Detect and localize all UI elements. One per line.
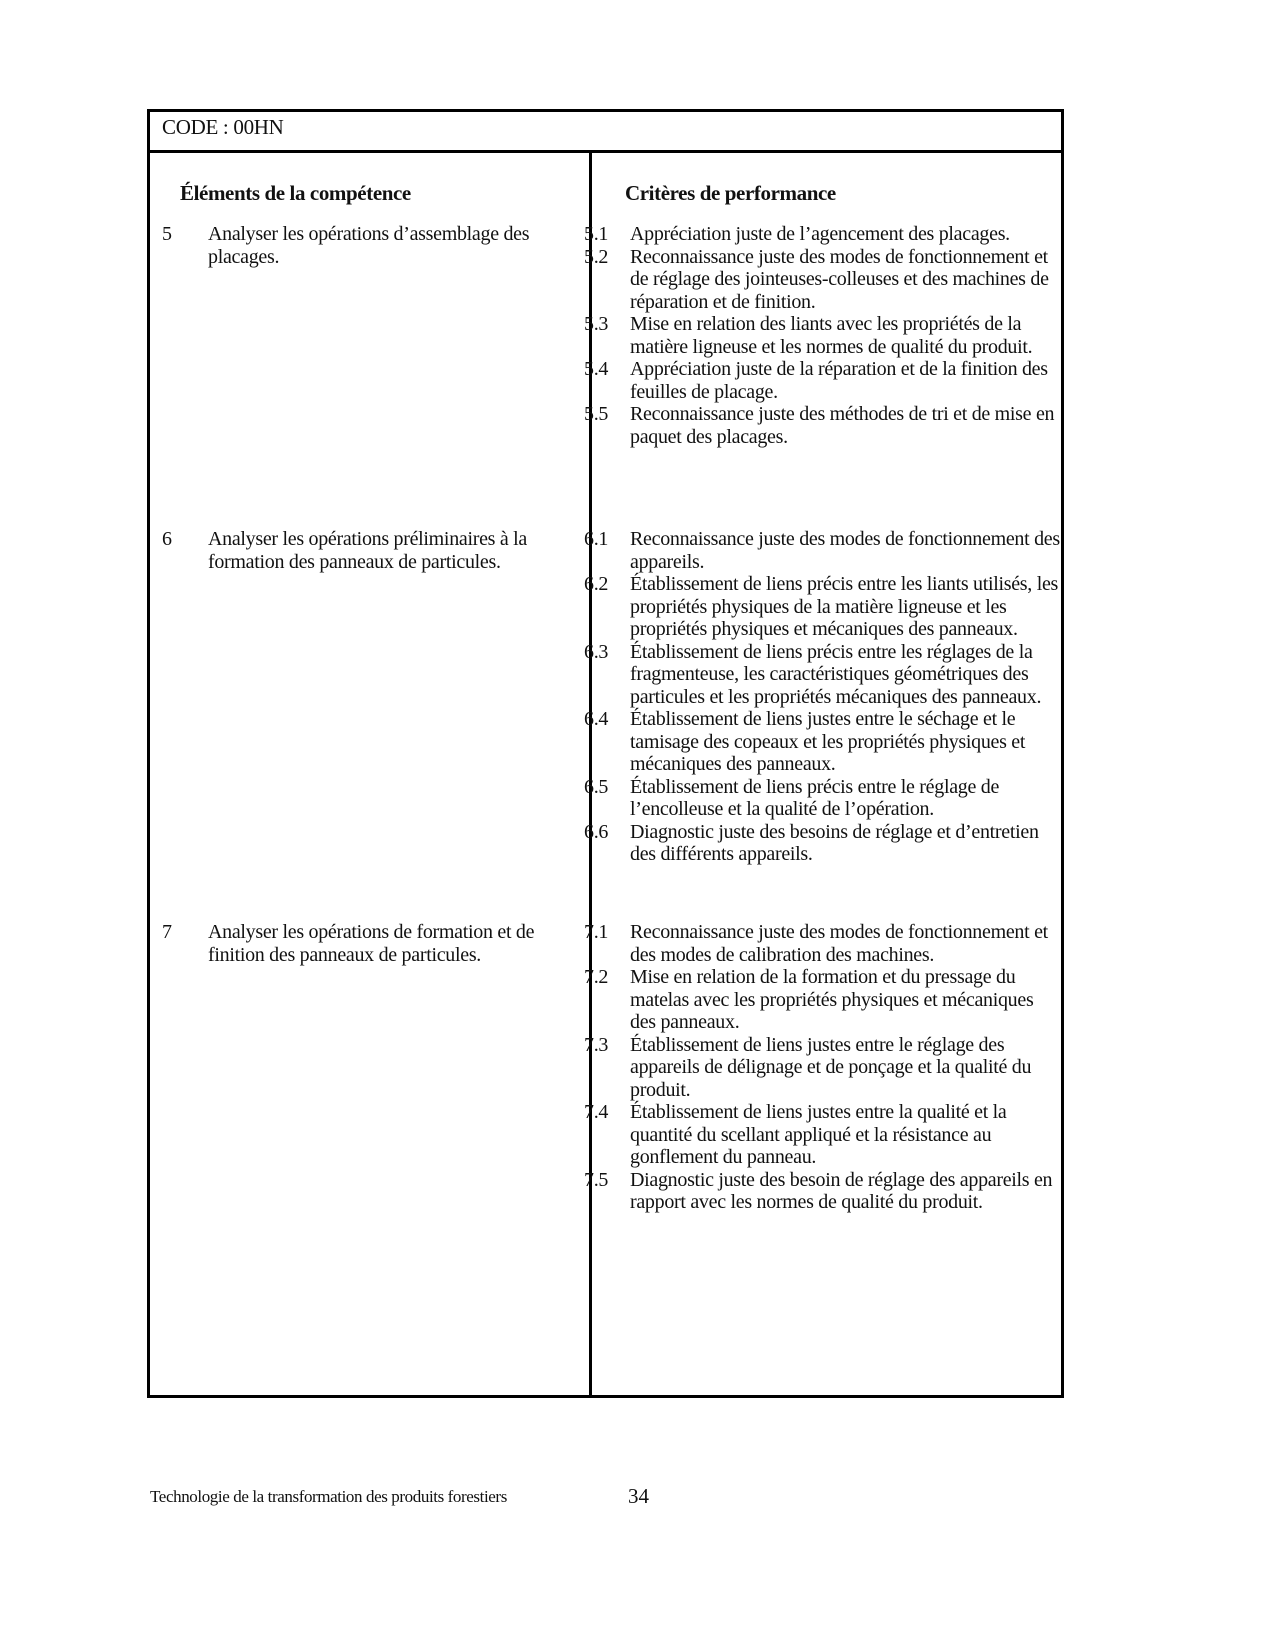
criterion-number: 5.3 — [584, 313, 609, 335]
criterion-text: Établissement de liens justes entre le réglage des appareils de délignage et de ponçage et la qualité du produit. — [630, 1033, 1032, 1101]
section-5 — [150, 223, 1061, 448]
page-number: 34 — [628, 1484, 649, 1508]
criterion-item — [150, 1101, 1061, 1169]
criterion-text: Reconnaissance juste des modes de fonctionnement et des modes de calibration des machines. — [630, 921, 1048, 966]
competence-table — [147, 109, 1064, 1398]
element-text: Analyser les opérations de formation et de finition des panneaux de particules. — [208, 921, 535, 966]
criterion-text: Appréciation juste de la réparation et de la finition des feuilles de placage. — [630, 358, 1048, 403]
section-6 — [150, 528, 1061, 866]
criterion-text: Établissement de liens justes entre la qualité et la quantité du scellant appliqué et la résistance au gonflement du panneau. — [630, 1101, 1007, 1168]
element-text: Analyser les opérations préliminaires à la formation des panneaux de particules. — [208, 528, 527, 573]
criterion-item — [150, 358, 1061, 403]
criterion-item — [150, 573, 1061, 641]
criterion-text: Reconnaissance juste des méthodes de tri et de mise en paquet des placages. — [630, 403, 1055, 448]
criterion-number: 7.4 — [584, 1101, 609, 1123]
criterion-item — [150, 246, 1061, 314]
criterion-number: 7.1 — [584, 921, 609, 943]
criterion-text: Reconnaissance juste des modes de fonctionnement des appareils. — [630, 528, 1060, 573]
criterion-text: Appréciation juste de l’agencement des placages. — [630, 223, 1010, 245]
footer-title: Technologie de la transformation des produits forestiers — [150, 1487, 507, 1506]
criteria-heading: Critères de performance — [625, 181, 836, 205]
criterion-text: Mise en relation des liants avec les propriétés de la matière ligneuse et les normes de qualité du produit. — [630, 313, 1033, 358]
criterion-item — [150, 1034, 1061, 1102]
criterion-item — [150, 223, 1061, 246]
criterion-number: 6.1 — [584, 528, 609, 550]
criterion-number: 5.5 — [584, 403, 609, 425]
criterion-item — [150, 708, 1061, 776]
criterion-number: 6.5 — [584, 775, 609, 798]
element-number: 5 — [162, 223, 172, 245]
criterion-text: Établissement de liens précis entre les réglages de la fragmenteuse, les caractéristiques géométriques des particules et les propriétés mécaniques des panneaux. — [630, 640, 1042, 708]
code-label: CODE : 00HN — [150, 112, 1061, 153]
criterion-number: 7.5 — [584, 1168, 609, 1191]
criterion-number: 6.3 — [584, 640, 609, 663]
criterion-text: Diagnostic juste des besoins de réglage et d’entretien des différents appareils. — [630, 820, 1039, 865]
criterion-number: 6.4 — [584, 708, 609, 730]
criterion-item — [150, 403, 1061, 448]
criterion-number: 7.3 — [584, 1033, 609, 1056]
criterion-text: Mise en relation de la formation et du pressage du matelas avec les propriétés physiques et mécaniques des panneaux. — [630, 966, 1034, 1033]
criterion-text: Établissement de liens précis entre les liants utilisés, les propriétés physiques de la matière ligneuse et les propriétés physiques et mécaniques des panneaux. — [630, 573, 1059, 640]
section-7 — [150, 921, 1061, 1214]
criterion-item — [150, 313, 1061, 358]
element-number: 7 — [162, 921, 172, 943]
element-number: 6 — [162, 528, 172, 550]
criterion-item — [150, 966, 1061, 1034]
criterion-item — [150, 921, 1061, 966]
criterion-number: 5.4 — [584, 358, 609, 380]
criterion-number: 6.2 — [584, 573, 609, 595]
criterion-item — [150, 821, 1061, 866]
criterion-item — [150, 641, 1061, 709]
criterion-item — [150, 776, 1061, 821]
criterion-text: Établissement de liens justes entre le séchage et le tamisage des copeaux et les propriétés physiques et mécaniques des panneaux. — [630, 708, 1026, 775]
criterion-item — [150, 1169, 1061, 1214]
elements-heading: Éléments de la compétence — [180, 181, 411, 205]
criterion-text: Reconnaissance juste des modes de fonctionnement et de réglage des jointeuses-colleuses et des machines de réparation et de finition. — [630, 245, 1049, 313]
table-body — [150, 153, 1061, 1395]
criterion-number: 5.1 — [584, 223, 609, 245]
criterion-number: 7.2 — [584, 966, 609, 988]
element-text: Analyser les opérations d’assemblage des placages. — [208, 223, 530, 268]
criterion-number: 5.2 — [584, 245, 609, 268]
criterion-text: Diagnostic juste des besoin de réglage des appareils en rapport avec les normes de qualité du produit. — [630, 1168, 1053, 1213]
criterion-text: Établissement de liens précis entre le réglage de l’encolleuse et la qualité de l’opération. — [630, 775, 1000, 820]
criterion-number: 6.6 — [584, 820, 609, 843]
criterion-item — [150, 528, 1061, 573]
